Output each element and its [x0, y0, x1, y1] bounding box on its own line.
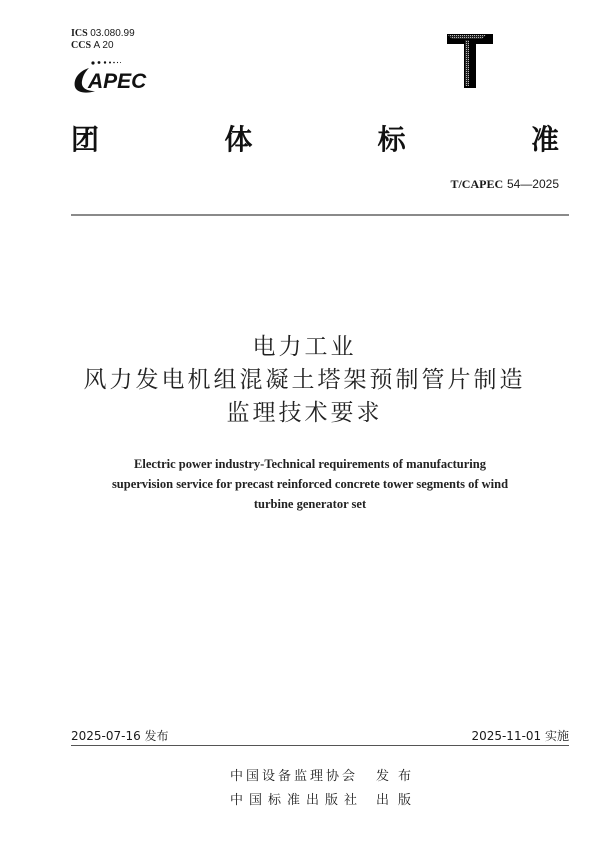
ics-code: ICS 03.080.99 [71, 28, 135, 39]
publisher-role: 发布 [376, 769, 421, 784]
publisher-row [230, 765, 420, 789]
doc-type-char: 团 [71, 123, 100, 156]
doc-type-char: 准 [530, 123, 559, 156]
en-title-line: supervision service for precast reinforced concrete tower segments of wind [111, 477, 509, 491]
en-title-line: Electric power industry-Technical requirements of manufacturing [134, 457, 486, 471]
classification-codes [71, 28, 135, 52]
doc-type-char: 体 [224, 123, 253, 156]
standard-type-letter [446, 33, 494, 89]
standard-number: T/CAPEC 54—2025 [450, 177, 559, 191]
t-letter-icon [446, 33, 494, 89]
capec-logo [71, 57, 166, 95]
document-type-heading [71, 118, 559, 158]
cn-title-line: 电力工业 [252, 334, 357, 360]
svg-text:APEC: APEC [88, 70, 147, 93]
publisher-block [230, 765, 420, 813]
publish-date: 2025-07-16 发布 [71, 729, 169, 743]
implement-date: 2025-11-01 实施 [471, 729, 569, 743]
english-title [60, 454, 560, 514]
publisher-row [230, 789, 420, 813]
publisher-org: 中国标准出版社 [230, 793, 364, 808]
top-divider [71, 214, 569, 216]
chinese-title [0, 331, 609, 430]
doc-type-char: 标 [377, 123, 406, 156]
capec-logo-icon [71, 57, 166, 95]
publisher-role: 出版 [376, 793, 421, 808]
bottom-divider [71, 745, 569, 746]
publisher-org: 中国设备监理协会 [230, 769, 359, 784]
ccs-code: CCS A 20 [71, 40, 114, 51]
en-title-line: turbine generator set [253, 497, 367, 511]
cn-title-line: 风力发电机组混凝土塔架预制管片制造 [83, 367, 526, 393]
cn-title-line: 监理技术要求 [226, 400, 383, 426]
